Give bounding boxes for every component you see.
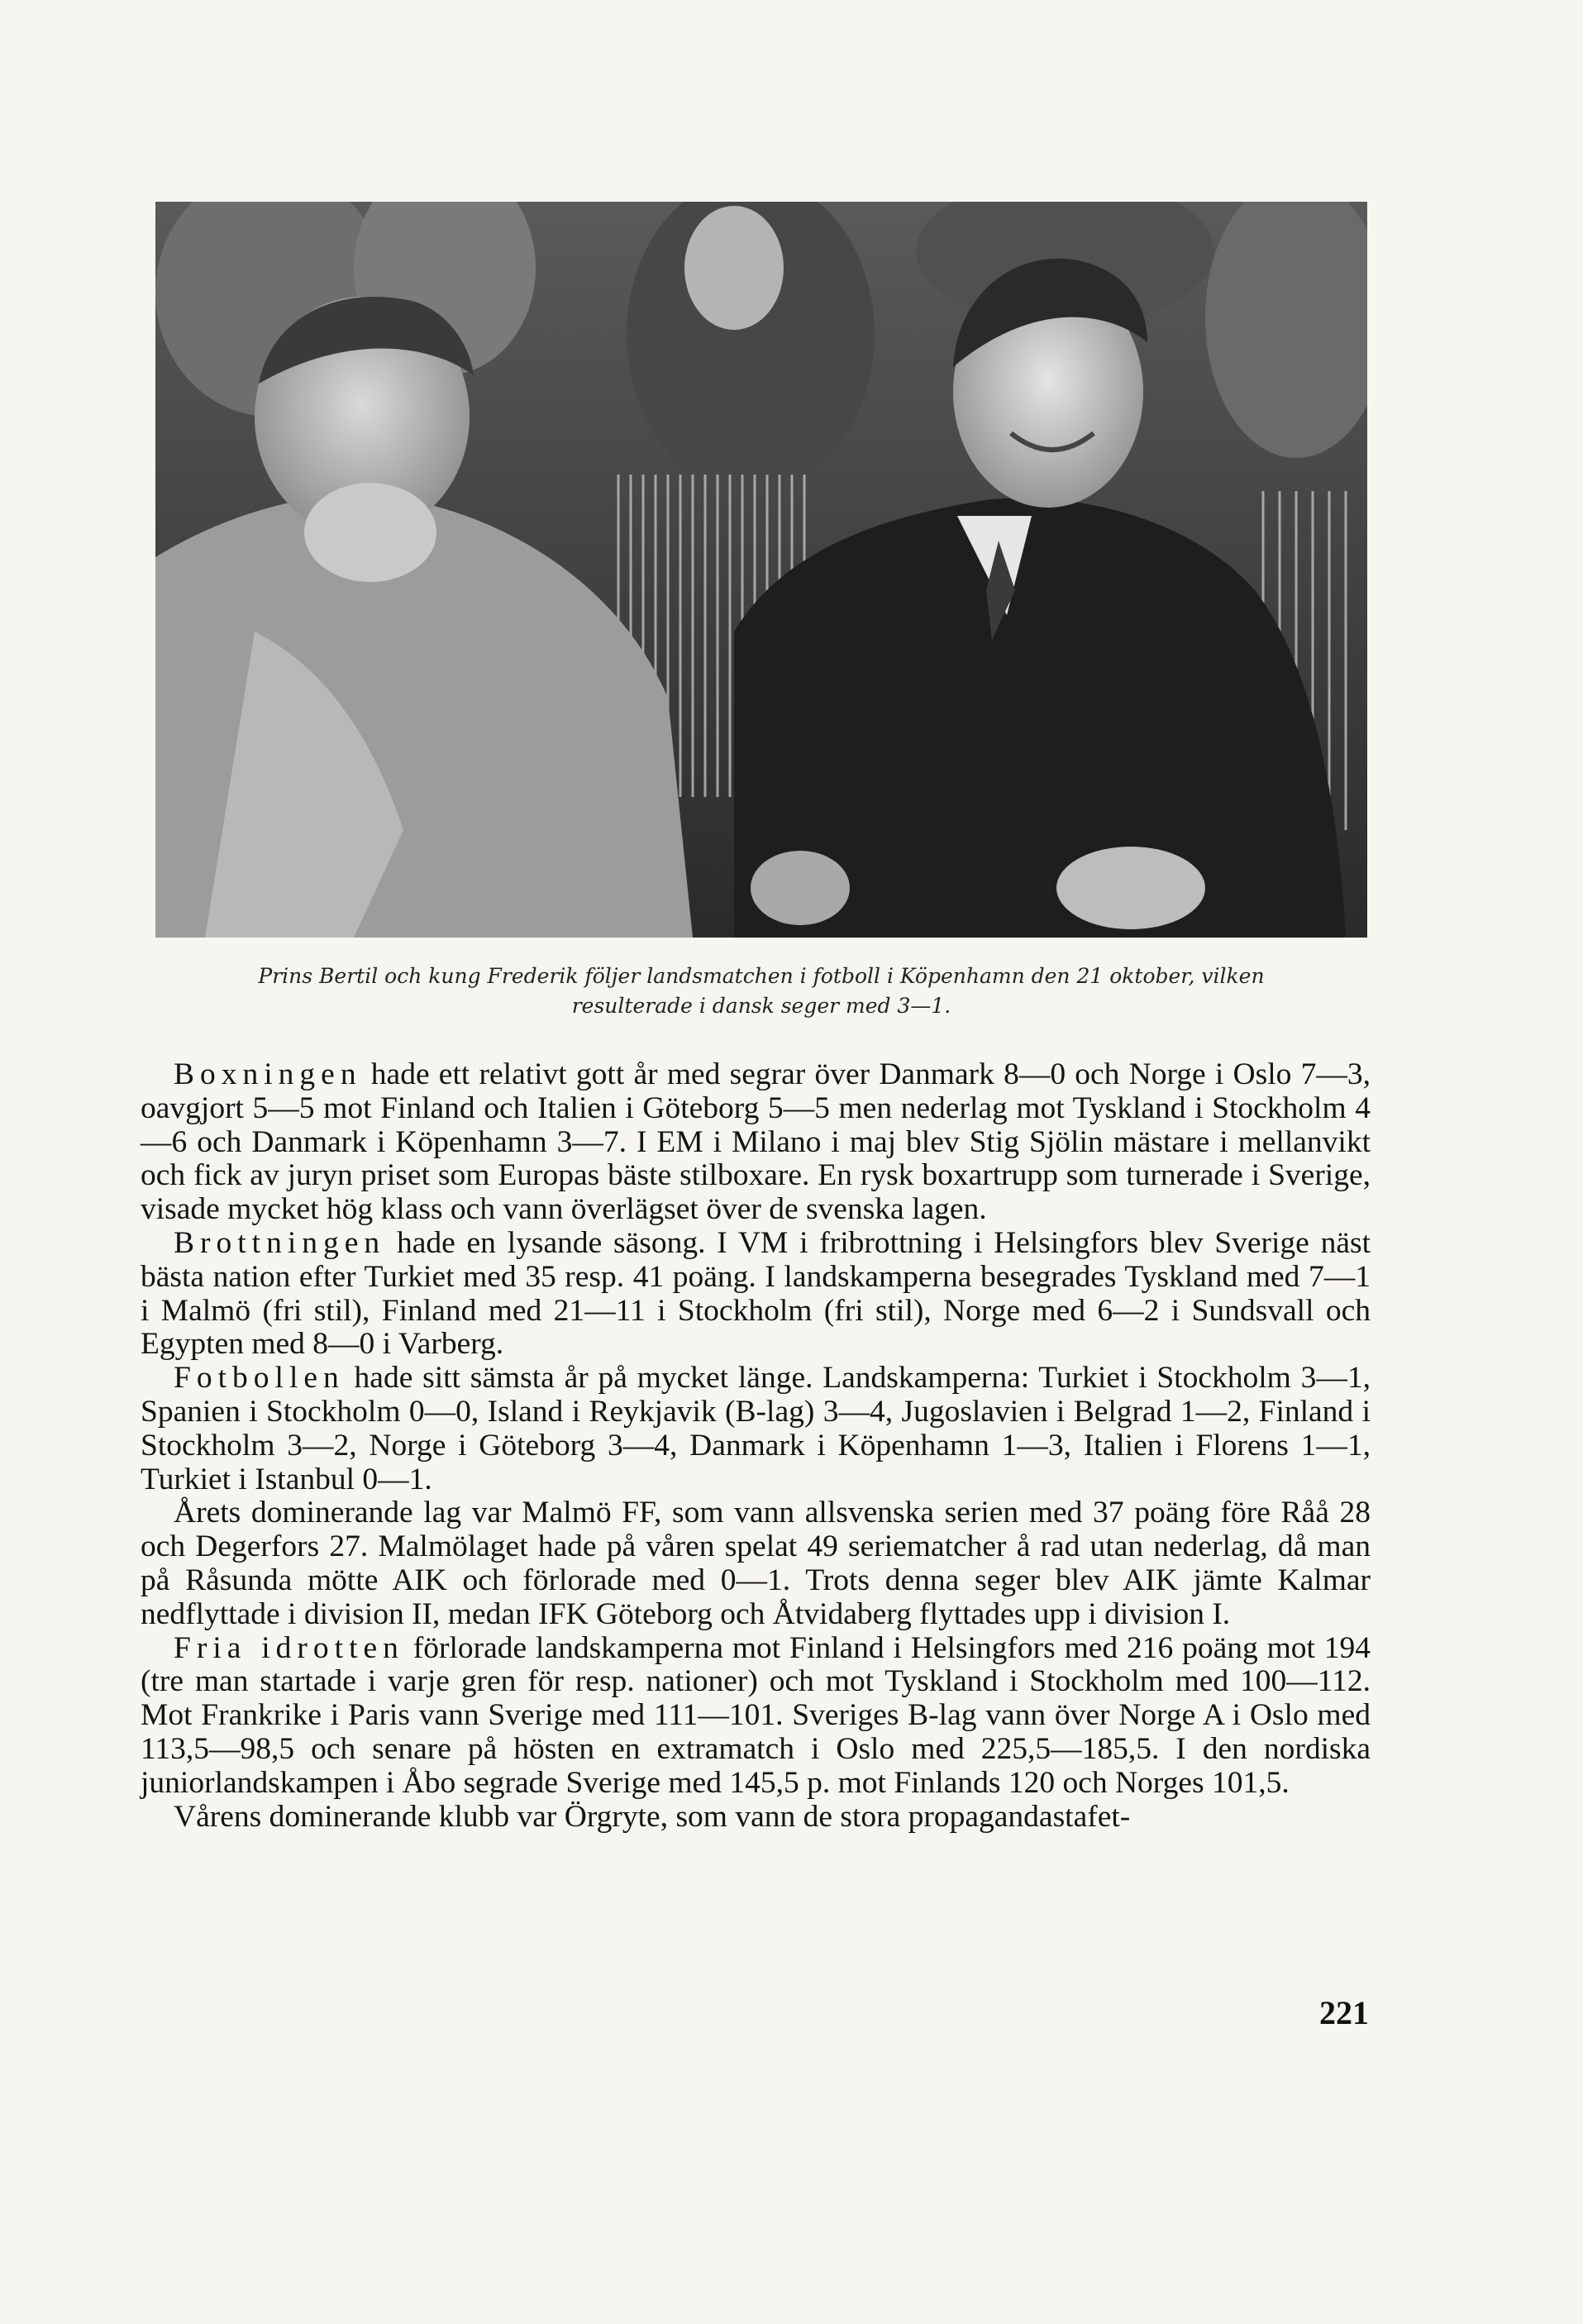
paragraph-text: Årets dominerande lag var Malmö FF, som vann allsvenska serien med 37 poäng före Råå 28 och Degerfors 27. Malmölaget hade på våren spelat 49 seriematcher å rad utan nederlag, då man på Råsunda mötte AIK och förlorade med 0—1. Trots denna seger blev AIK jämte Kalmar nedflyttade i division II, medan IFK Göteborg och Åtvidaberg flyttades upp i division I. [141,1496,1371,1631]
photograph-two-men-seated-in-stands-icon [155,202,1367,938]
section-lead: Boxningen [174,1057,362,1091]
caption-line-1: Prins Bertil och kung Frederik följer landsmatchen i fotboll i Köpenhamn den 21 oktober, vilken [258,964,1265,988]
photograph [155,202,1367,938]
paragraph-athletics [141,1632,1371,1801]
paragraph-boxing [141,1058,1371,1227]
paragraph-text: hade en lysande säsong. I VM i fribrottning i Helsingfors blev Sverige näst bästa nation efter Turkiet med 35 resp. 41 poäng. I landskamperna besegrades Tyskland med 7—1 i Malmö (fri stil), Finland med 21—11 i Stockholm (fri stil), Norge med 6—2 i Sundsvall och Egypten med 8—0 i Varberg. [141,1225,1371,1362]
paragraph-text: Vårens dominerande klubb var Örgryte, som vann de stora propagandastafet- [174,1799,1131,1834]
section-lead: Fotbollen [174,1361,345,1396]
body-text [141,1058,1371,1834]
page-number: 221 [1319,1994,1369,2031]
section-lead: Brottningen [174,1225,386,1260]
paragraph-relays [141,1801,1371,1835]
paragraph-wrestling [141,1227,1371,1362]
paragraph-text: hade ett relativt gott år med segrar över Danmark 8—0 och Norge i Oslo 7—3, oavgjort 5—5 mot Finland och Italien i Göteborg 5—5 men nederlag mot Tyskland i Stockholm 4—6 och Danmark i Köpenhamn 3—7. I EM i Milano i maj blev Stig Sjölin mästare i mellanvikt och fick av juryn priset som Europas bäste stilboxare. En rysk boxartrupp som turnerade i Sverige, visade mycket hög klass och vann överlägset över de svenska lagen. [141,1057,1371,1227]
photo-caption [155,962,1367,1021]
paragraph-football-league [141,1496,1371,1631]
paragraph-text: hade sitt sämsta år på mycket länge. Landskamperna: Turkiet i Stockholm 3—1, Spanien i Stockholm 0—0, Island i Reykjavik (B-lag) 3—4, Jugoslavien i Belgrad 1—2, Finland i Stockholm 3—2, Norge i Göteborg 3—4, Danmark i Köpenhamn 1—3, Italien i Florens 1—1, Turkiet i Istanbul 0—1. [141,1361,1371,1496]
paragraph-football [141,1362,1371,1496]
caption-line-2: resulterade i dansk seger med 3—1. [571,994,951,1018]
section-lead: Fria idrotten [174,1630,404,1665]
paragraph-text: förlorade landskamperna mot Finland i Helsingfors med 216 poäng mot 194 (tre man startade i varje gren för resp. nationer) och mot Tyskland i Stockholm med 100—112. Mot Frankrike i Paris vann Sverige med 111—101. Sveriges B-lag vann över Norge A i Oslo med 113,5—98,5 och senare på hösten en extramatch i Oslo med 225,5—185,5. I den nordiska juniorlandskampen i Åbo segrade Sverige med 145,5 p. mot Finlands 120 och Norges 101,5. [141,1630,1371,1800]
